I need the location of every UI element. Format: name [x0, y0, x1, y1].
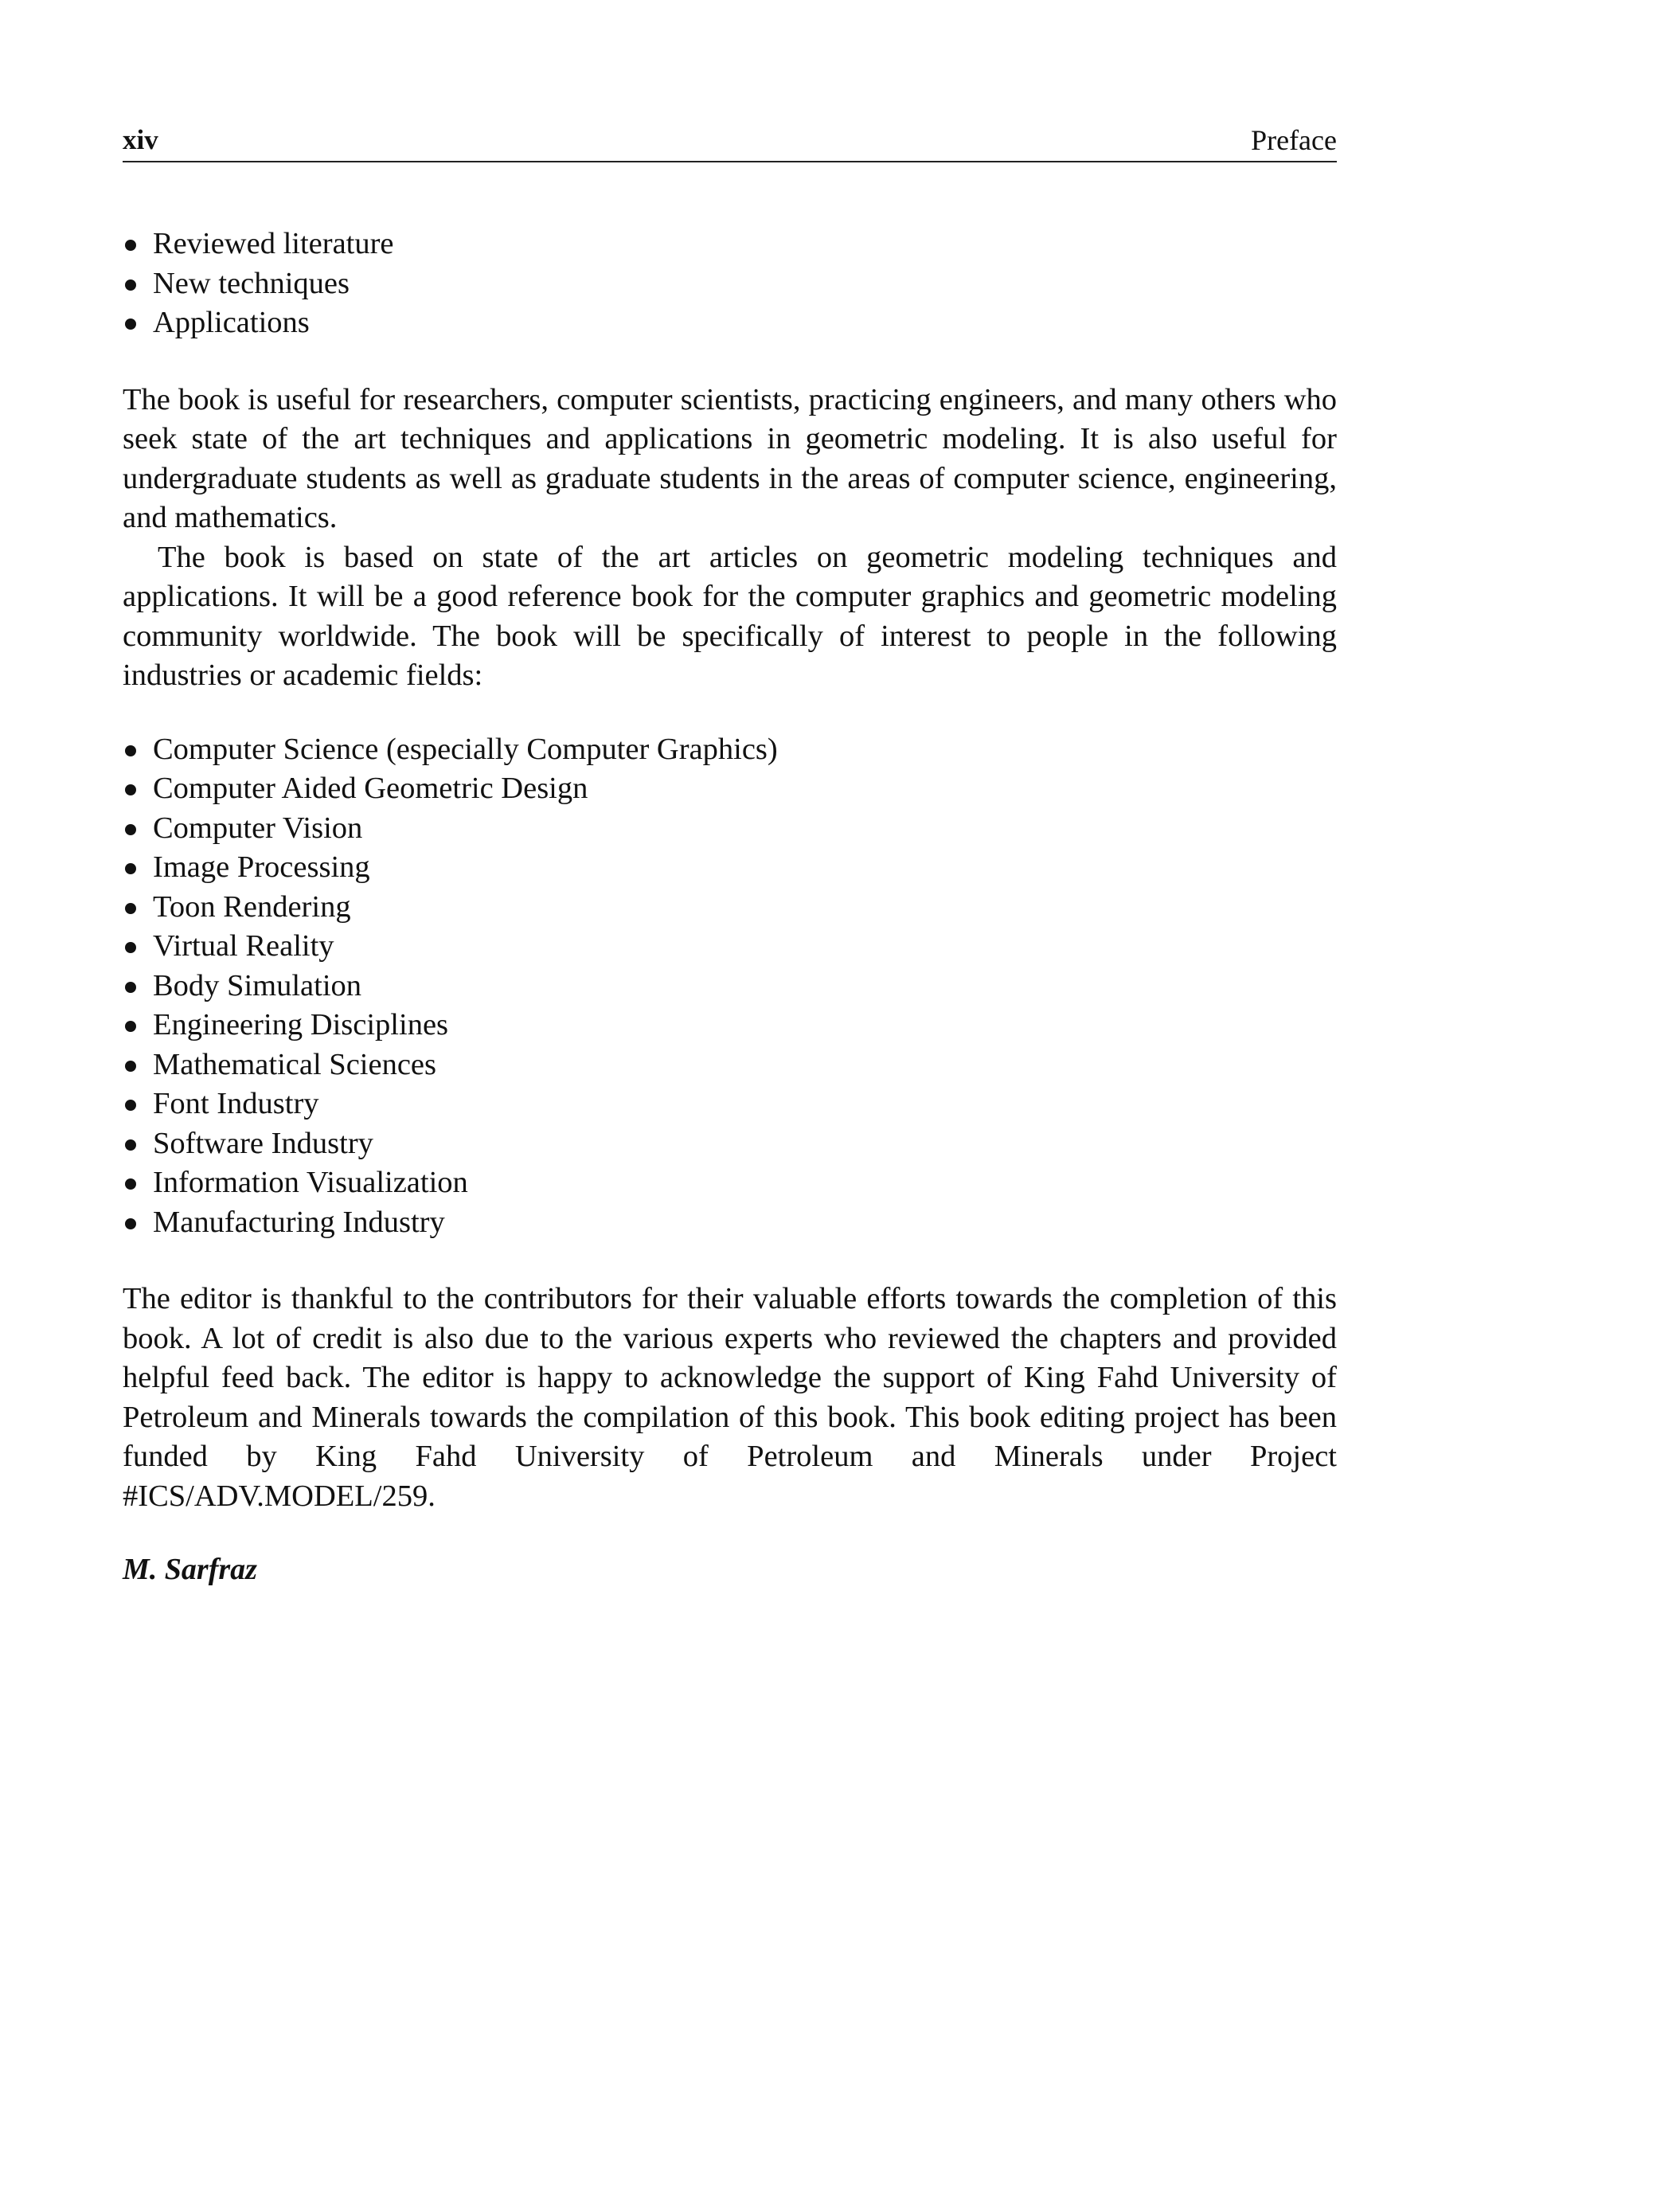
- list-item: [123, 1163, 1337, 1203]
- bullet-icon: [125, 863, 136, 874]
- running-head: [123, 119, 1337, 162]
- paragraph-audience: The book is useful for researchers, computer scientists, practicing engineers, and many others who seek state of the art techniques and applications in geometric modeling. It is also useful for undergraduate students as well as graduate students in the areas of computer science, engineering, and mathematics.: [123, 382, 1337, 534]
- page-content: [123, 225, 1337, 1590]
- bullet-icon: [125, 319, 136, 330]
- list-item: [123, 1203, 1337, 1243]
- list-item-text: New techniques: [153, 266, 350, 300]
- paragraph-acknowledgement: The editor is thankful to the contributors for their valuable efforts towards the completion of this book. A lot of credit is also due to the various experts who reviewed the chapters and provided helpful feed back. The editor is happy to acknowledge the support of King Fahd University of Petroleum and Minerals towards the compilation of this book. This book editing project has been funded by King Fahd University of Petroleum and Minerals under Project #ICS/ADV.MODEL/259.: [123, 1282, 1337, 1513]
- list-item-text: Manufacturing Industry: [153, 1205, 445, 1239]
- bullet-icon: [125, 982, 136, 993]
- bullet-icon: [125, 1178, 136, 1190]
- list-item-text: Information Visualization: [153, 1166, 468, 1199]
- bullet-icon: [125, 784, 136, 795]
- list-item-text: Toon Rendering: [153, 889, 351, 924]
- bullet-icon: [125, 824, 136, 835]
- list-item-text: Computer Science (especially Computer Graphics): [153, 732, 778, 766]
- bullet-icon: [125, 1139, 136, 1151]
- list-item-text: Virtual Reality: [153, 929, 334, 963]
- list-item-text: Font Industry: [153, 1087, 319, 1120]
- list-item: [123, 730, 1337, 770]
- list-item: [123, 303, 1337, 343]
- section-title: Preface: [1251, 124, 1337, 156]
- list-item: [123, 1124, 1337, 1164]
- list-item-text: Engineering Disciplines: [153, 1008, 449, 1042]
- list-item-text: Reviewed literature: [153, 227, 394, 260]
- bullet-icon: [125, 942, 136, 953]
- bullet-icon: [125, 1021, 136, 1032]
- bullet-icon: [125, 1218, 136, 1229]
- list-item: [123, 848, 1337, 888]
- paragraph-basis: The book is based on state of the art articles on geometric modeling techniques and applications. It will be a good reference book for the computer graphics and geometric modeling community worldwide. The book will be specifically of interest to people in the following industries or academic fields:: [123, 540, 1337, 692]
- list-item: [123, 1045, 1337, 1085]
- list-item: [123, 809, 1337, 849]
- list-item-text: Computer Vision: [153, 811, 363, 845]
- page-number: xiv: [123, 124, 158, 155]
- list-item: [123, 769, 1337, 809]
- editor-signature: M. Sarfraz: [123, 1553, 257, 1586]
- list-item: [123, 927, 1337, 967]
- bullet-icon: [125, 903, 136, 914]
- bullet-icon: [125, 745, 136, 756]
- list-item: [123, 1006, 1337, 1045]
- list-item: [123, 888, 1337, 928]
- list-item: [123, 967, 1337, 1006]
- list-item-text: Software Industry: [153, 1126, 373, 1160]
- topics-list: [123, 225, 1337, 343]
- book-page: [123, 0, 1337, 2212]
- bullet-icon: [125, 240, 136, 251]
- list-item-text: Body Simulation: [153, 968, 362, 1002]
- list-item: [123, 225, 1337, 264]
- list-item: [123, 264, 1337, 304]
- list-item-text: Image Processing: [153, 850, 370, 884]
- fields-list: [123, 730, 1337, 1243]
- list-item-text: Applications: [153, 306, 310, 339]
- bullet-icon: [125, 1100, 136, 1111]
- bullet-icon: [125, 1061, 136, 1072]
- bullet-icon: [125, 279, 136, 291]
- list-item-text: Computer Aided Geometric Design: [153, 772, 588, 805]
- list-item: [123, 1085, 1337, 1124]
- list-item-text: Mathematical Sciences: [153, 1047, 436, 1081]
